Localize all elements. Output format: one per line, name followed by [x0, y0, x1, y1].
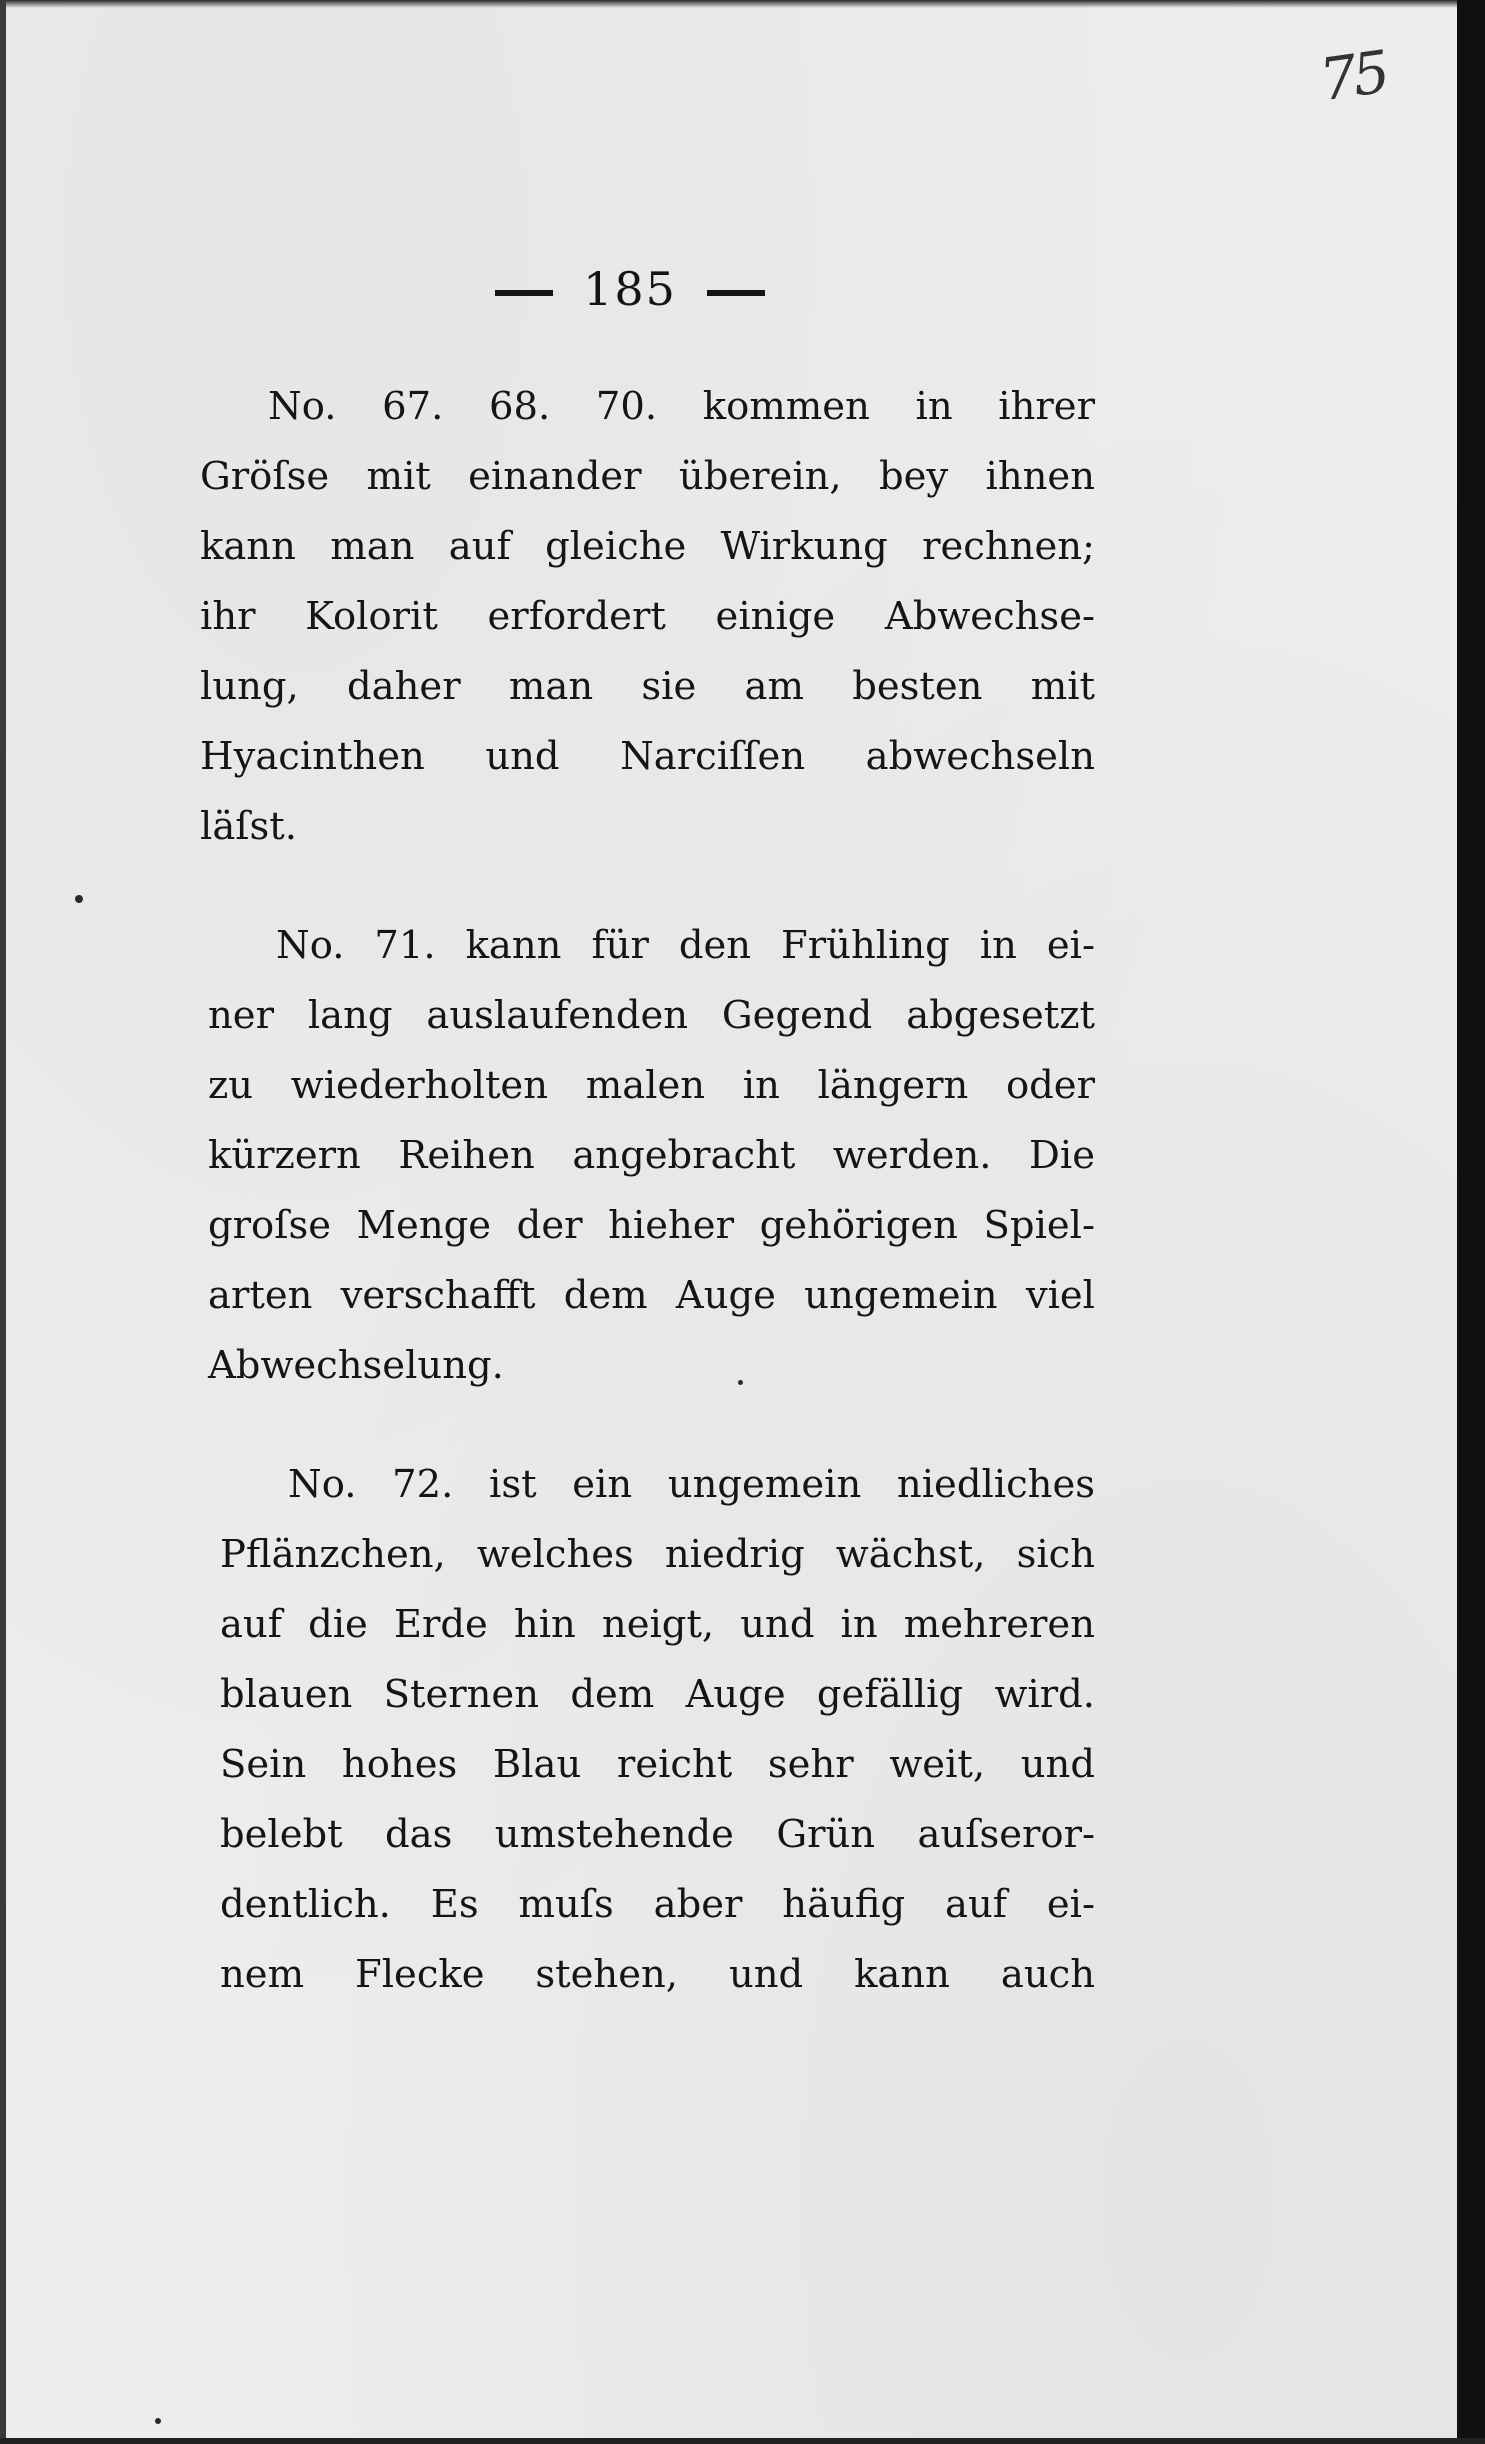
page-number-header [460, 262, 800, 316]
text-line: auf die Erde hin neigt, und in mehreren [220, 1602, 1095, 1647]
ink-speck [155, 2418, 161, 2424]
text-line: No. 72. ist ein ungemein niedliches [288, 1462, 1095, 1507]
text-line: ner lang auslaufenden Gegend abgesetzt [208, 993, 1095, 1038]
text-line: Abwechselung. [208, 1343, 504, 1388]
text-line: kürzern Reihen angebracht werden. Die [208, 1133, 1095, 1178]
text-line: arten verschafft dem Auge ungemein viel [208, 1273, 1095, 1318]
text-line: Sein hohes Blau reicht sehr weit, und [220, 1742, 1095, 1787]
scan-edge-bottom [0, 2438, 1485, 2444]
text-line: läſst. [200, 804, 297, 849]
text-line: ihr Kolorit erfordert einige Abwechse- [200, 594, 1095, 639]
text-line: kann man auf gleiche Wirkung rechnen; [200, 524, 1095, 569]
text-line: nem Flecke stehen, und kann auch [220, 1952, 1095, 1997]
text-line: lung, daher man sie am besten mit [200, 664, 1095, 709]
text-line: No. 71. kann für den Frühling in ei- [276, 923, 1095, 968]
text-line: No. 67. 68. 70. kommen in ihrer [268, 384, 1095, 429]
text-line: groſse Menge der hieher gehörigen Spiel- [208, 1203, 1095, 1248]
text-line: Gröſse mit einander überein, bey ihnen [200, 454, 1095, 499]
scan-edge-top [0, 0, 1485, 8]
text-line: dentlich. Es muſs aber häufig auf ei- [220, 1882, 1095, 1927]
body-text [200, 372, 1095, 2010]
text-line: Hyacinthen und Narciſſen abwechseln [200, 734, 1095, 779]
text-line: Pflänzchen, welches niedrig wächst, sich [220, 1532, 1095, 1577]
ink-speck [738, 1380, 743, 1385]
header-dash-right [707, 290, 765, 296]
paragraph-3 [200, 1450, 1095, 2010]
text-line: zu wiederholten malen in längern oder [208, 1063, 1095, 1108]
text-line: blauen Sternen dem Auge gefällig wird. [220, 1672, 1095, 1717]
scan-edge-left [0, 0, 6, 2444]
text-line: belebt das umstehende Grün auſseror- [220, 1812, 1095, 1857]
page-number: 185 [583, 262, 677, 316]
header-dash-left [495, 290, 553, 296]
ink-speck [75, 895, 83, 903]
paragraph-2 [200, 911, 1095, 1401]
paragraph-1 [200, 372, 1095, 862]
scan-edge-right [1457, 0, 1485, 2444]
handwritten-folio-number: 75 [1315, 37, 1391, 115]
